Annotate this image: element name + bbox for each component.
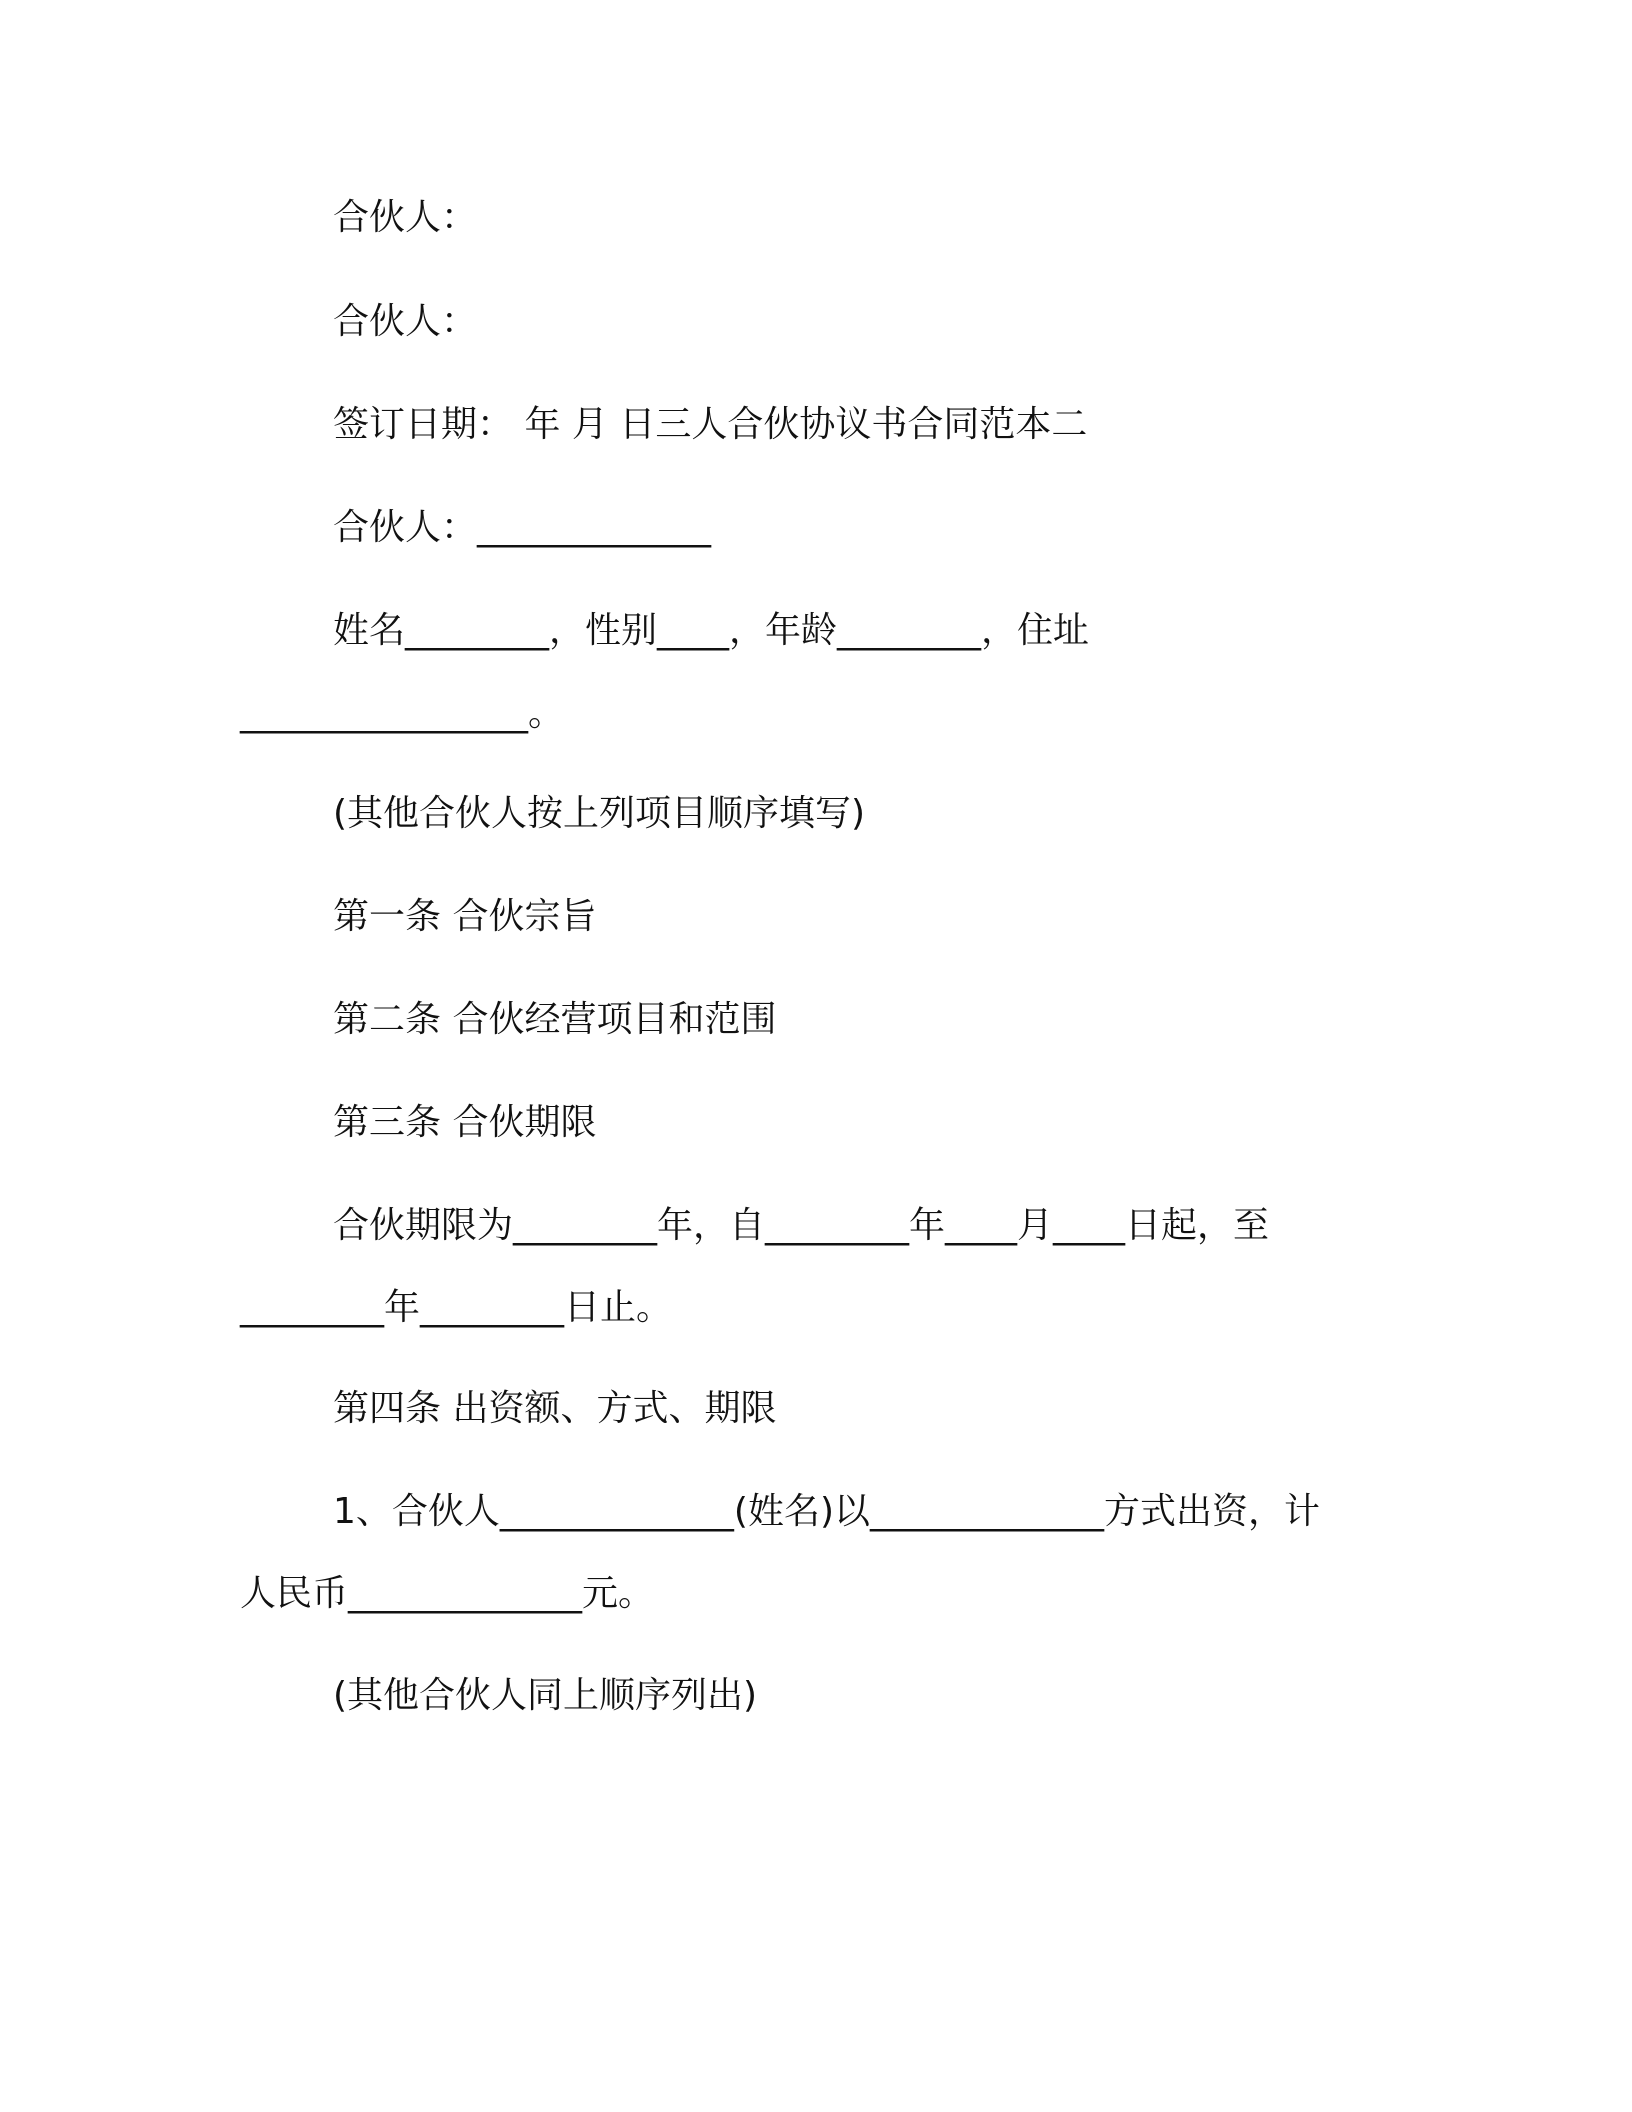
article-1-heading: 第一条 合伙宗旨: [333, 896, 597, 937]
article-3-heading: 第三条 合伙期限: [333, 1102, 597, 1143]
contribution-continuation-line: 人民币_____________元。: [240, 1573, 655, 1614]
article-4-heading: 第四条 出资额、方式、期限: [333, 1388, 777, 1429]
signing-date-line: 签订日期： 年 月 日三人合伙协议书合同范本二: [333, 404, 1088, 445]
other-partners-note: (其他合伙人按上列项目顺序填写): [333, 793, 866, 834]
partner-line-3: 合伙人：_____________: [333, 507, 712, 548]
partner-line-1: 合伙人：: [333, 197, 478, 238]
article-2-heading: 第二条 合伙经营项目和范围: [333, 999, 777, 1040]
term-continuation-line: ________年________日止。: [240, 1287, 673, 1328]
address-continuation-line: ________________。: [240, 693, 564, 734]
contribution-line: 1、合伙人_____________(姓名)以_____________方式出资，计: [333, 1491, 1320, 1532]
term-line: 合伙期限为________年，自________年____月____日起，至: [333, 1205, 1270, 1246]
partner-line-2: 合伙人：: [333, 301, 478, 342]
partner-info-line: 姓名________，性别____，年龄________，住址: [333, 610, 1090, 651]
other-partners-order-note: (其他合伙人同上顺序列出): [333, 1675, 758, 1716]
